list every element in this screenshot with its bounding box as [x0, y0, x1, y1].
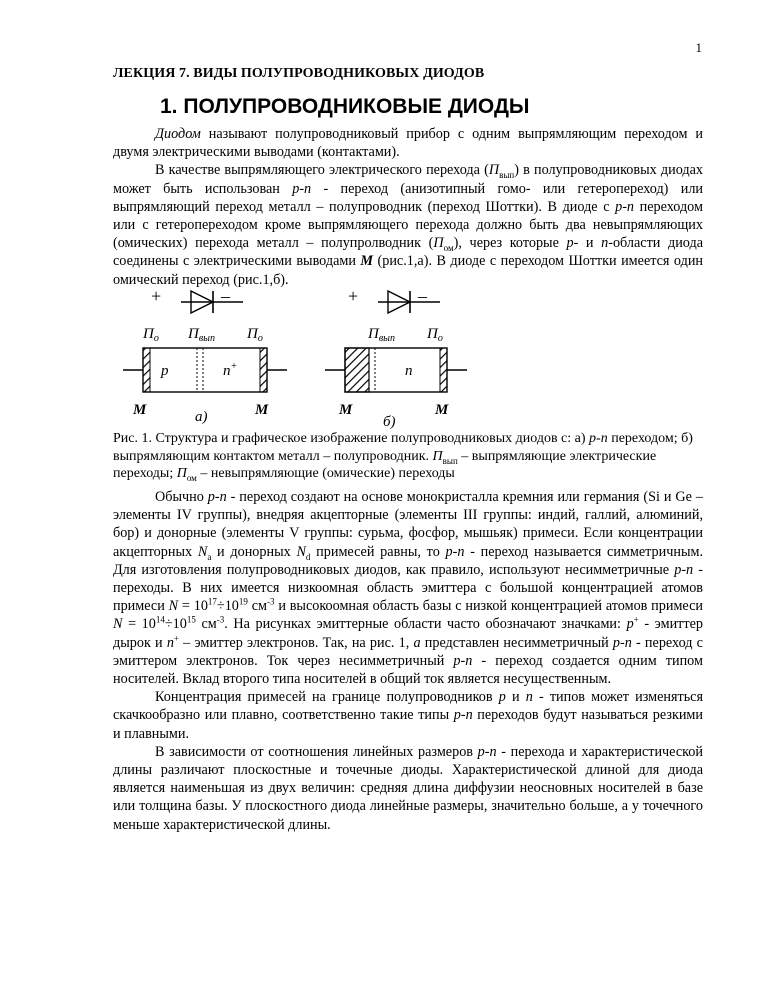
diode-diagram	[113, 278, 713, 438]
text-span: – невыпрямляющие (омические) переходы	[196, 466, 455, 481]
page-number: 1	[695, 40, 702, 55]
symbol-n: N	[168, 598, 179, 615]
text-span: В зависимости от соотношения линейных размеров	[155, 743, 478, 760]
paragraph-pn-junction	[113, 488, 703, 688]
text-span: Обычно	[155, 489, 208, 505]
text-span: Рис. 1. Структура и графическое изображение полупроводниковых диодов с: а)	[113, 431, 590, 446]
symbol-n: N	[296, 543, 306, 560]
text-span: и	[505, 689, 526, 706]
pn-term: p-n	[477, 743, 497, 760]
text-span: см	[195, 616, 217, 633]
paragraph-rectifying-junction	[113, 161, 703, 288]
region-n-plus-label: n+	[223, 361, 238, 379]
text-span: переходом; б) выпрямляющим контактом металл – полупроводник.	[113, 431, 693, 464]
text-span: - переходы. В них имеется низкоомная область эмиттера с большой концентрацией атомов примеси	[113, 561, 703, 615]
ohmic-contact-right-b	[440, 348, 447, 392]
superscript: +	[173, 632, 179, 643]
superscript: 17	[207, 596, 217, 607]
letter-n: n	[525, 689, 533, 706]
pn-term: p-n	[615, 198, 635, 215]
ohmic-contact-left-a	[143, 348, 150, 392]
text-span: ÷10	[216, 598, 239, 615]
text-span: - переход создается одним типом носителей. Вклад второго типа носителей в общий ток является несущественным.	[113, 652, 703, 688]
label-pvyp-a: $П_{вып}$	[188, 326, 215, 344]
text-span: называют полупроводниковый прибор с одним выпрямляющим переходом и двумя электрическими выводами (контактами).	[113, 126, 703, 161]
label-b: б)	[383, 414, 396, 430]
superscript: 19	[238, 596, 248, 607]
text-span: ÷10	[164, 616, 187, 633]
symbol-p: П	[488, 162, 500, 179]
metal-label-right-b: M	[435, 402, 449, 418]
letter-n: n	[601, 235, 609, 252]
region-p-label: p	[161, 363, 169, 379]
letter-a: а	[413, 634, 421, 651]
text-span: переходов будут называться резкими и плавными.	[113, 707, 704, 742]
text-span: и высокоомная область базы с низкой концентрацией атомов примеси	[274, 598, 703, 615]
text-span: В качестве выпрямляющего электрического перехода (	[155, 162, 489, 179]
region-n-label: n	[405, 363, 413, 379]
section-heading: 1. ПОЛУПРОВОДНИКОВЫЕ ДИОДЫ	[160, 95, 530, 118]
superscript: -3	[267, 596, 275, 607]
pn-term: p-n	[589, 431, 608, 446]
text-span: - переход (анизотипный гомо- или гетеропереход) или выпрямляющий переход металл – полупроводник (переход Шоттки). В диоде с	[113, 180, 703, 215]
text-span: представлен несимметричный	[420, 634, 613, 651]
text-span: - эмиттер дырок и	[113, 616, 703, 651]
subscript: d	[305, 551, 311, 562]
label-a: а)	[195, 409, 208, 425]
label-po-right-a: $П_о$	[247, 326, 263, 344]
pn-term: p-n	[207, 489, 227, 505]
pn-term: p-n	[674, 561, 694, 578]
symbol-p: П	[433, 235, 444, 252]
text-span: -области диода соединены с электрическими выводами	[113, 235, 703, 270]
pn-term: p-n	[453, 652, 473, 669]
symbol-m: M	[360, 253, 374, 270]
figure-caption	[113, 430, 703, 483]
term-diode: Диодом	[155, 126, 201, 142]
symbol-p: П	[176, 466, 187, 481]
text-span: ) в полупроводниковых диодах может быть использован	[113, 162, 703, 197]
main-text	[113, 488, 703, 834]
figure-diode-structures	[113, 278, 713, 438]
subscript: a	[207, 551, 212, 562]
pn-term: p-n	[445, 543, 465, 560]
subscript: ом	[186, 472, 197, 483]
pn-term: p-n	[292, 180, 312, 197]
plus-sign-a: +	[151, 286, 162, 306]
minus-sign-a: –	[221, 286, 230, 306]
text-span: переходом или с гетеропереходом кроме выпрямляющего перехода должно быть два невыпрямляющих (омических) перехода металл – полупролводник (	[113, 198, 703, 252]
text-span: - типов может изменяться скачкообразно или плавно, соответственно такие типы	[113, 689, 704, 724]
text-span: . На рисунках эмиттерные области часто обозначают значками:	[224, 616, 627, 633]
superscript: -3	[216, 614, 225, 625]
subscript: вып	[499, 170, 515, 181]
text-span: ), через которые	[453, 235, 567, 252]
metal-label-left-b: M	[339, 402, 353, 418]
superscript: +	[633, 614, 639, 625]
minus-sign-b: –	[418, 286, 427, 306]
label-po-b: $П_о$	[427, 326, 443, 344]
symbol-n: N	[113, 616, 123, 633]
superscript: 15	[186, 614, 196, 625]
text-span: и донорных	[211, 543, 297, 560]
paragraph-diode-definition	[113, 125, 703, 161]
metal-label-right-a: M	[255, 402, 269, 418]
lecture-title: ЛЕКЦИЯ 7. ВИДЫ ПОЛУПРОВОДНИКОВЫХ ДИОДОВ	[113, 66, 485, 81]
letter-p: p	[626, 616, 634, 633]
intro-text	[113, 125, 703, 289]
plus-sign-b: +	[348, 286, 359, 306]
schottky-contact-b	[345, 348, 369, 392]
text-span: – выпрямляющие электрические переходы;	[113, 448, 657, 481]
symbol-n: N	[197, 543, 208, 560]
superscript: 14	[155, 614, 165, 625]
text-span: = 10	[122, 616, 156, 633]
text-span: (рис.1,а). В диоде с переходом Шоттки имеется один омический переход (рис.1,б).	[113, 253, 703, 288]
text-span: - переход создают на основе монокристалла кремния или германия (Si и Ge – элементы IV группы), внедряя акцепторные (элементы III группы: индий, галлий, алюминий, бор) и донорные (элементы V группы: сурьма, фосфор, мышьяк) примеси. Если концентрации акцепторных	[113, 489, 703, 560]
text-span: Концентрация примесей на границе полупроводников	[155, 689, 499, 706]
text-span: - и	[573, 235, 602, 252]
metal-label-left-a: M	[133, 402, 147, 418]
text-span: примесей равны, то	[310, 543, 446, 560]
paragraph-planar-point-diodes	[113, 743, 703, 834]
label-pvyp-b: $П_{вып}$	[368, 326, 395, 344]
letter-p: p	[498, 689, 506, 706]
text-span: см	[247, 598, 267, 615]
subscript: ом	[443, 243, 454, 254]
text-span: – эмиттер электронов. Так, на рис. 1,	[178, 634, 414, 651]
pn-term: p-n	[612, 634, 632, 651]
letter-p: p	[566, 235, 574, 252]
text-span: = 10	[178, 598, 208, 615]
text-span: - переход с эмиттером электронов. Ток через несимметричный	[113, 634, 703, 669]
letter-n: n	[166, 634, 174, 651]
paragraph-doping-profile	[113, 688, 703, 743]
label-po-left-a: $П_о$	[143, 326, 159, 344]
symbol-p: П	[432, 448, 443, 464]
text-span: - переход называется симметричным. Для изготовления полупроводниковых диодов, как правило, используют несимметричные	[113, 543, 704, 578]
subscript: вып	[442, 455, 458, 466]
pn-term: p-n	[453, 707, 473, 724]
ohmic-contact-right-a	[260, 348, 267, 392]
text-span: - перехода и характеристической длины различают плоскостные и точечные диоды. Характеристической длиной для диода является наименьшая из двух величин: средняя длина диффузии неосновных носителей в базе или толщина базы. У плоскостного диода линейные размеры, значительно больше, а у точечного меньше характеристической длины.	[113, 743, 703, 833]
